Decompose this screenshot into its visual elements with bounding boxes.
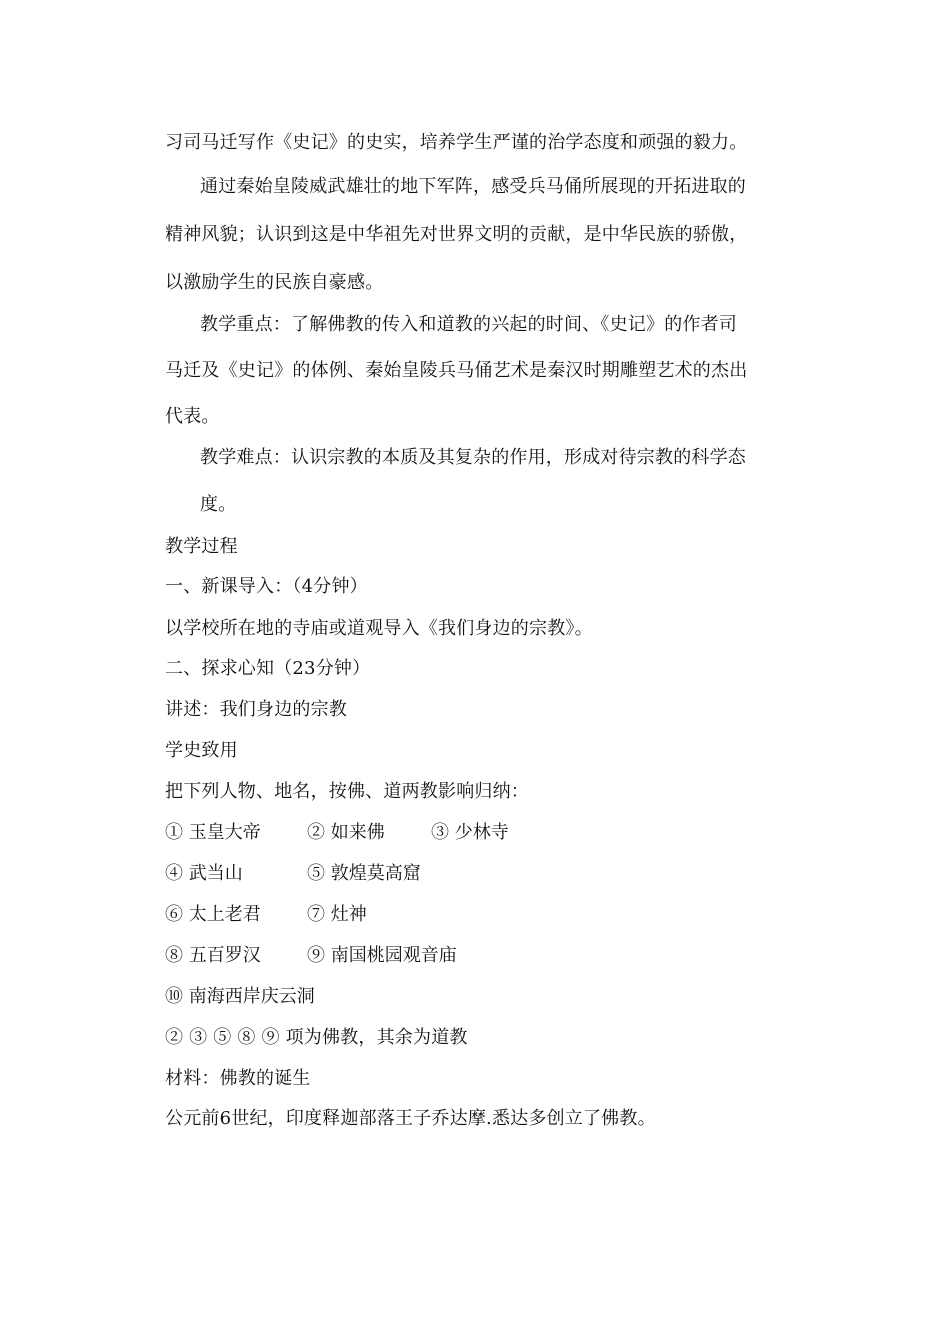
paragraph-line: 度。 (200, 494, 237, 515)
list-item: ③ 少林寺 (431, 822, 509, 843)
list-item: ⑤ 敦煌莫高窟 (307, 863, 421, 884)
list-item: ⑩ 南海西岸庆云洞 (165, 986, 315, 1007)
paragraph-line: 以学校所在地的寺庙或道观导入《我们身边的宗教》。 (165, 618, 593, 639)
material-label: 材料：佛教的诞生 (165, 1068, 311, 1089)
paragraph-line: 精神风貌；认识到这是中华祖先对世界文明的贡献，是中华民族的骄傲， (165, 224, 748, 245)
paragraph-line: 教学难点：认识宗教的本质及其复杂的作用，形成对待宗教的科学态 (200, 447, 746, 468)
paragraph-line: 学史致用 (165, 740, 238, 761)
list-item: ⑥ 太上老君 (165, 904, 261, 925)
list-item: ⑧ 五百罗汉 (165, 945, 261, 966)
section-heading: 教学过程 (165, 536, 238, 557)
list-item: ① 玉皇大帝 (165, 822, 261, 843)
list-item: ⑨ 南国桃园观音庙 (307, 945, 457, 966)
list-item: ④ 武当山 (165, 863, 243, 884)
section-heading: 一、新课导入：（4分钟） (165, 576, 368, 597)
section-heading: 二、探求心知（23分钟） (165, 658, 371, 679)
paragraph-line: 习司马迁写作《史记》的史实，培养学生严谨的治学态度和顽强的毅力。 (165, 132, 748, 153)
list-item: ⑦ 灶神 (307, 904, 367, 925)
paragraph-line: 代表。 (165, 406, 220, 427)
material-text: 公元前6世纪，印度释迦部落王子乔达摩.悉达多创立了佛教。 (165, 1108, 656, 1129)
paragraph-line: 讲述：我们身边的宗教 (165, 699, 347, 720)
paragraph-line: 马迁及《史记》的体例、秦始皇陵兵马俑艺术是秦汉时期雕塑艺术的杰出 (165, 360, 748, 381)
paragraph-line: 以激励学生的民族自豪感。 (165, 272, 384, 293)
paragraph-line: 教学重点：了解佛教的传入和道教的兴起的时间、《史记》的作者司 (200, 314, 737, 335)
list-item: ② 如来佛 (307, 822, 385, 843)
answer-line: ② ③ ⑤ ⑧ ⑨ 项为佛教，其余为道教 (165, 1027, 468, 1048)
paragraph-line: 把下列人物、地名，按佛、道两教影响归纳： (165, 781, 529, 802)
paragraph-line: 通过秦始皇陵威武雄壮的地下军阵，感受兵马俑所展现的开拓进取的 (200, 176, 746, 197)
